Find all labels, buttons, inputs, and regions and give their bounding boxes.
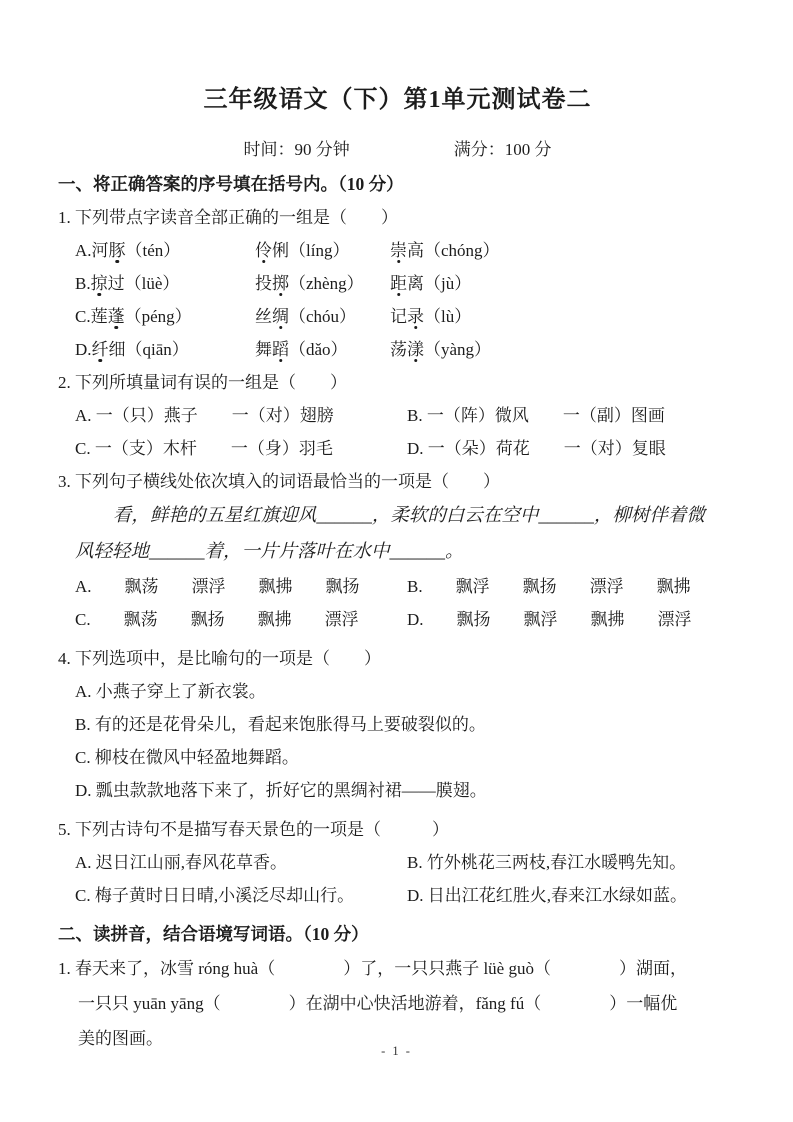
option-word: 飘荡 — [123, 610, 158, 629]
char: 荡 — [390, 340, 407, 359]
char: 俐 — [272, 241, 289, 260]
dotted-word — [92, 241, 181, 260]
emphasized-char: 距 — [390, 274, 407, 293]
page-number: - 1 - — [381, 1044, 412, 1058]
pinyin-fill-line: 1. 春天来了，冰雪 róng huà（ ）了，一只只燕子 lüè guò（ ）湖面， — [58, 959, 687, 978]
page-title: 三年级语文（下）第1单元测试卷二 — [203, 87, 592, 113]
passage-line: 看，鲜艳的五星红旗迎风______，柔软的白云在空中______，柳树伴着微 — [112, 506, 705, 526]
pinyin-annotation: （lüè） — [124, 274, 180, 293]
option-word: 漂浮 — [324, 610, 359, 629]
option-cell — [75, 267, 255, 300]
pinyin-fill-line: 美的图画。 — [78, 1029, 163, 1048]
option-ab-left: A. 一（只）燕子 一（对）翅膀 — [75, 406, 334, 425]
emphasized-char: 录 — [407, 307, 424, 326]
char: 离 — [407, 274, 424, 293]
dotted-word — [390, 333, 737, 366]
option-row — [58, 432, 737, 465]
option-label: C. — [75, 610, 91, 629]
emphasized-char: 掠 — [90, 274, 108, 293]
option-d: D. 日出江花红胜火,春来江水绿如蓝。 — [407, 886, 688, 905]
option-cd-left: C. 一（支）木杆 一（身）羽毛 — [75, 439, 333, 458]
option-label: D. — [407, 610, 424, 629]
char: 舞 — [255, 340, 272, 359]
option-group-a — [75, 570, 407, 603]
question-1-options — [58, 234, 737, 366]
option-a: A. 迟日江山丽,春风花草香。 — [75, 853, 288, 872]
pinyin-fill-line: 一只只 yuān yāng（ ）在湖中心快活地游着，fǎng fú（ ）一幅优 — [78, 994, 678, 1013]
pinyin-annotation: （chóng） — [424, 241, 500, 260]
emphasized-char: 蹈 — [272, 340, 289, 359]
option-cell — [75, 333, 255, 366]
section2-heading: 二、读拼音，结合语境写词语。（10 分） — [58, 924, 369, 944]
option-word: 飘浮 — [523, 610, 558, 629]
passage-line: 风轻轻地______着，一片片落叶在水中______。 — [75, 542, 464, 562]
pinyin-annotation: （yàng） — [424, 340, 492, 359]
option-word: 飘扬 — [456, 610, 491, 629]
char: 河 — [91, 241, 109, 260]
option-word: 飘荡 — [124, 577, 159, 596]
dotted-word — [255, 333, 390, 366]
emphasized-char: 掷 — [272, 274, 289, 293]
emphasized-char: 伶 — [255, 241, 272, 260]
question-2-options — [58, 399, 737, 465]
char: 投 — [255, 274, 272, 293]
option-row-d — [58, 333, 737, 366]
option-row — [58, 399, 737, 432]
option-c: C. 梅子黄时日日晴,小溪泛尽却山行。 — [75, 886, 355, 905]
option-label: B. — [75, 274, 91, 293]
option-word: 漂浮 — [191, 577, 226, 596]
option-word: 飘扬 — [325, 577, 360, 596]
option-row — [58, 603, 737, 636]
question-1-text: 1. 下列带点字读音全部正确的一组是（ ） — [58, 208, 398, 227]
char: 过 — [107, 274, 125, 293]
emphasized-char: 漾 — [407, 340, 424, 359]
pinyin-annotation: （tén） — [125, 241, 181, 260]
dotted-word — [91, 274, 180, 293]
dotted-word — [255, 300, 390, 333]
option-row-b — [58, 267, 737, 300]
option-cell — [75, 234, 255, 267]
option-word: 漂浮 — [589, 577, 624, 596]
section2-question-1 — [58, 951, 737, 1056]
option-label: B. — [407, 577, 423, 596]
pinyin-annotation: （líng） — [289, 241, 350, 260]
dotted-word — [255, 234, 390, 267]
option-word: 飘扬 — [190, 610, 225, 629]
option-label: C. — [75, 307, 91, 326]
option-row-c — [58, 300, 737, 333]
option-row — [58, 570, 737, 603]
exam-meta — [58, 134, 737, 166]
option-cell — [75, 300, 255, 333]
option-label: A. — [75, 577, 92, 596]
emphasized-char: 纤 — [91, 340, 109, 359]
option-ab-right: B. 一（阵）微风 一（副）图画 — [407, 406, 665, 425]
option-row-a — [58, 234, 737, 267]
pinyin-annotation: （lù） — [424, 307, 472, 326]
option-word: 漂浮 — [657, 610, 692, 629]
option-group-c — [75, 603, 407, 636]
char: 记 — [390, 307, 407, 326]
question-3-options — [58, 570, 737, 636]
dotted-word — [390, 300, 737, 333]
option-cd-right: D. 一（朵）荷花 一（对）复眼 — [407, 439, 666, 458]
question-3-passage — [58, 498, 737, 570]
option-word: 飘拂 — [257, 610, 292, 629]
option-d: D. 瓢虫款款地落下来了，折好它的黑绸衬裙——膜翅。 — [75, 781, 487, 800]
emphasized-char: 蓬 — [107, 307, 125, 326]
dotted-word — [92, 340, 189, 359]
question-4-text: 4. 下列选项中，是比喻句的一项是（ ） — [58, 649, 381, 668]
char: 丝 — [255, 307, 272, 326]
dotted-word — [91, 307, 192, 326]
option-row — [58, 846, 737, 879]
question-5-options — [58, 846, 737, 912]
question-4-options — [58, 675, 737, 807]
pinyin-annotation: （qiān） — [125, 340, 189, 359]
emphasized-char: 崇 — [390, 241, 407, 260]
option-b: B. 有的还是花骨朵儿，看起来饱胀得马上要破裂似的。 — [75, 715, 486, 734]
option-word: 飘拂 — [590, 610, 625, 629]
option-label: D. — [75, 340, 92, 359]
option-group-b — [407, 570, 737, 603]
question-2-text: 2. 下列所填量词有误的一组是（ ） — [58, 373, 347, 392]
exam-full-score: 满分：100 分 — [453, 140, 552, 159]
pinyin-annotation: （jù） — [424, 274, 472, 293]
emphasized-char: 豚 — [108, 241, 126, 260]
pinyin-annotation: （péng） — [124, 307, 192, 326]
char: 细 — [108, 340, 126, 359]
option-label: A. — [75, 241, 92, 260]
option-word: 飘拂 — [258, 577, 293, 596]
pinyin-annotation: （zhèng） — [289, 274, 364, 293]
pinyin-annotation: （dǎo） — [289, 340, 348, 359]
option-a: A. 小燕子穿上了新衣裳。 — [75, 682, 266, 701]
option-word: 飘拂 — [656, 577, 691, 596]
option-row — [58, 879, 737, 912]
emphasized-char: 绸 — [272, 307, 289, 326]
option-c: C. 柳枝在微风中轻盈地舞蹈。 — [75, 748, 299, 767]
char: 莲 — [90, 307, 108, 326]
option-word: 飘浮 — [455, 577, 490, 596]
option-group-d — [407, 603, 737, 636]
section1-heading: 一、将正确答案的序号填在括号内。（10 分） — [58, 174, 404, 194]
question-3-text: 3. 下列句子横线处依次填入的词语最恰当的一项是（ ） — [58, 472, 500, 491]
pinyin-annotation: （chóu） — [289, 307, 357, 326]
exam-time: 时间：90 分钟 — [243, 140, 350, 159]
option-word: 飘扬 — [522, 577, 557, 596]
dotted-word — [390, 234, 737, 267]
question-5-text: 5. 下列古诗句不是描写春天景色的一项是（ ） — [58, 820, 449, 839]
dotted-word — [255, 267, 390, 300]
char: 高 — [407, 241, 424, 260]
dotted-word — [390, 267, 737, 300]
option-b: B. 竹外桃花三两枝,春江水暖鸭先知。 — [407, 853, 687, 872]
